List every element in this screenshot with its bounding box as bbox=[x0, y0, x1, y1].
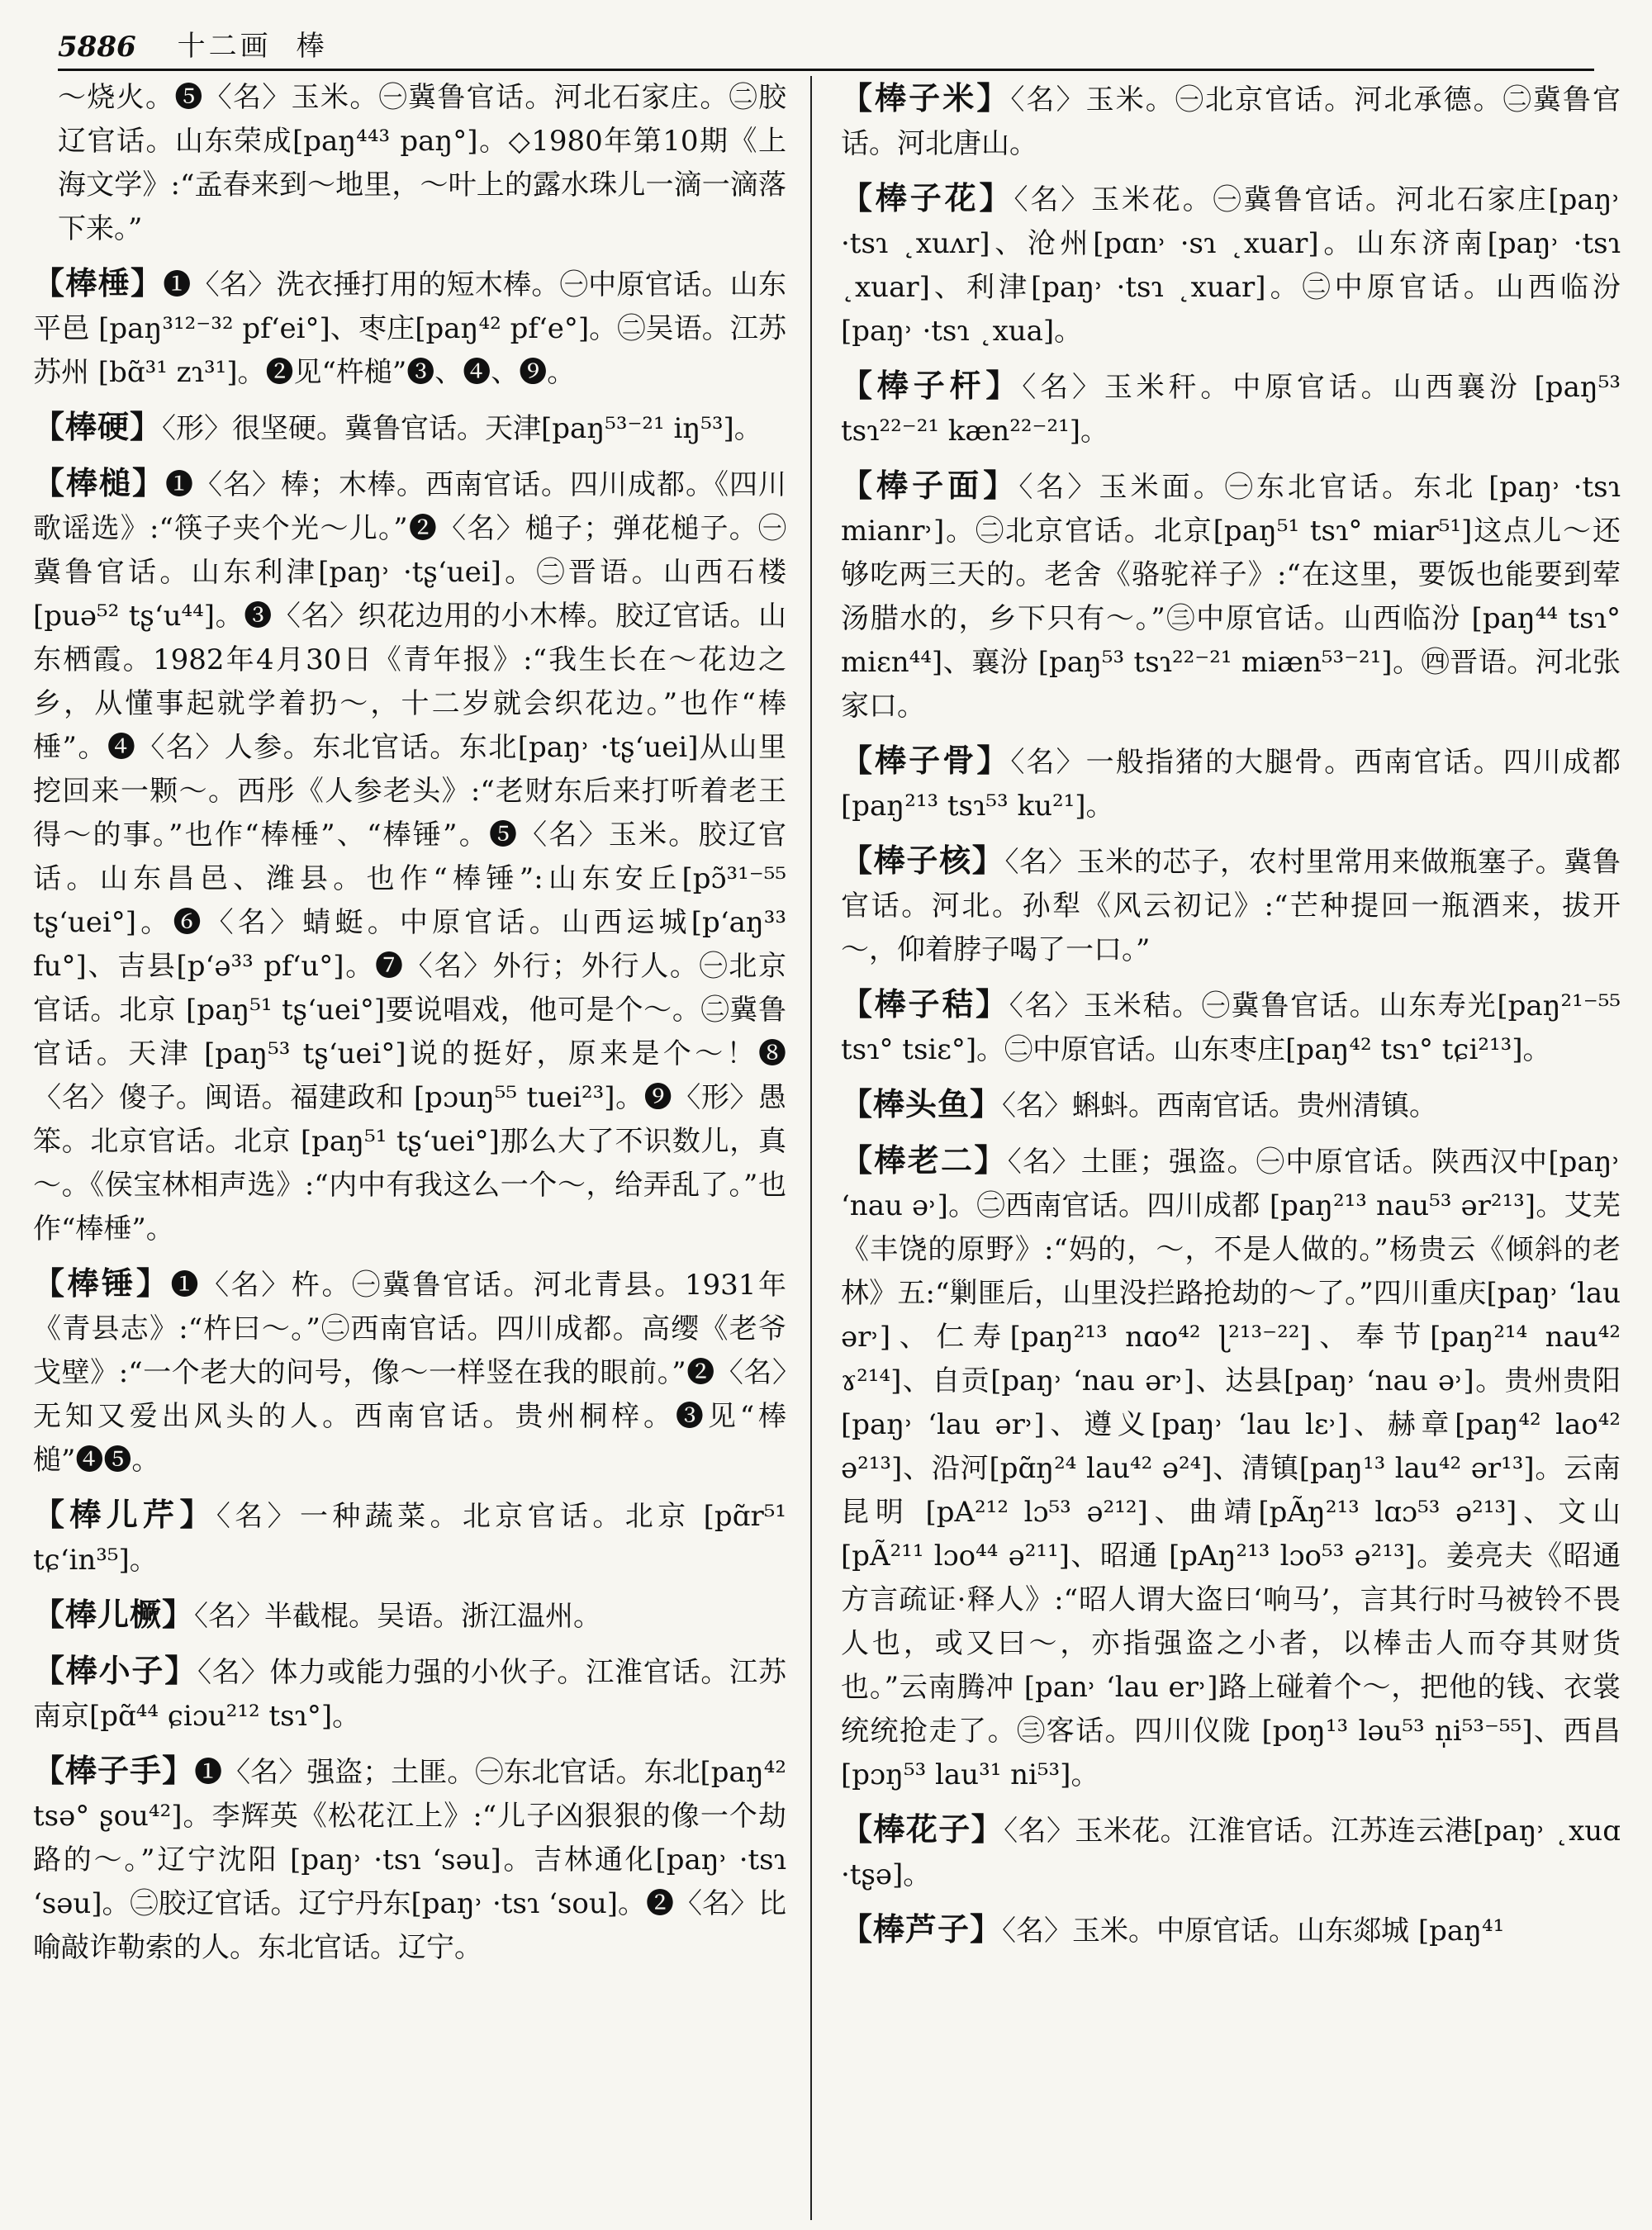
entry-headword: 【棒槌】 bbox=[33, 464, 165, 501]
head-character: 棒 bbox=[296, 30, 325, 63]
continued-entry-text: ～烧火。❺〈名〉玉米。㊀冀鲁官话。河北石家庄。㊁胶辽官话。山东荣成[paŋ⁴⁴³ paŋ°]。◇1980年第10期《上海文学》:“孟春来到～地里，～叶上的露水珠儿一滴一滴落下来。” bbox=[58, 81, 786, 245]
right-column bbox=[841, 76, 1621, 2220]
column-divider bbox=[810, 76, 812, 2220]
entry-headword: 【棒棰】 bbox=[33, 264, 164, 301]
entry-bangerqin bbox=[33, 1492, 786, 1582]
page-header bbox=[58, 17, 1594, 71]
entry-bangchui-mallet bbox=[33, 461, 786, 1251]
page-number: 5886 bbox=[58, 31, 136, 64]
entry-bangxiaozi bbox=[33, 1649, 786, 1739]
entry-definition: 〈名〉蝌蚪。西南官话。贵州清镇。 bbox=[1002, 1089, 1438, 1122]
entry-definition: 〈名〉体力或能力强的小伙子。江淮官话。江苏南京[pɑ̃⁴⁴ ɕiɔu²¹² tsɿ°]。 bbox=[33, 1656, 786, 1733]
entry-bangzigu bbox=[841, 738, 1621, 828]
entry-definition: 〈名〉玉米花。江淮官话。江苏连云港[paŋ˒ ˛xuɑ ·tʂə]。 bbox=[841, 1815, 1621, 1891]
entry-bangchui-pestle bbox=[33, 1261, 786, 1483]
entry-bangzimi bbox=[841, 76, 1621, 166]
entry-headword: 【棒子核】 bbox=[841, 842, 1005, 879]
entry-headword: 【棒小子】 bbox=[33, 1652, 197, 1689]
entry-definition: 〈名〉玉米秆。中原官话。山西襄汾 [paŋ⁵³ tsɿ²²⁻²¹ kæn²²⁻²¹]。 bbox=[841, 371, 1621, 448]
entry-headword: 【棒硬】 bbox=[33, 408, 163, 445]
entry-definition: 〈名〉玉米的芯子，农村里常用来做瓶塞子。冀鲁官话。河北。孙犁《风云初记》:“芒种提回一瓶酒来，拔开～，仰着脖子喝了一口。” bbox=[841, 846, 1621, 966]
entry-definition: 〈名〉玉米。㊀北京官话。河北承德。㊁冀鲁官话。河北唐山。 bbox=[841, 83, 1621, 160]
entry-headword: 【棒子杆】 bbox=[841, 367, 1023, 404]
entry-banglaoer bbox=[841, 1138, 1621, 1797]
left-column bbox=[33, 76, 786, 2220]
entry-bangerjue bbox=[33, 1592, 786, 1639]
entry-headword: 【棒儿芹】 bbox=[33, 1496, 216, 1533]
entry-definition: 〈名〉玉米花。㊀冀鲁官话。河北石家庄[paŋ˒ ·tsɿ ˛xuʌr]、沧州[pɑn˒ ·sɿ ˛xuar]。山东济南[paŋ˒ ·tsɿ ˛xuar]、利津[paŋ˒ ·tsɿ ˛xuar]。㊁中原官话。山西临汾 [paŋ˒ ·tsɿ ˛xua]。 bbox=[841, 183, 1621, 348]
entry-headword: 【棒子手】 bbox=[33, 1752, 195, 1789]
entry-definition: 〈名〉一般指猪的大腿骨。西南官话。四川成都[paŋ²¹³ tsɿ⁵³ ku²¹]。 bbox=[841, 746, 1621, 823]
entry-definition: 〈名〉玉米。中原官话。山东郯城 [paŋ⁴¹ bbox=[1002, 1914, 1505, 1948]
entry-bangying bbox=[33, 405, 786, 451]
entry-bangchui bbox=[33, 261, 786, 395]
entry-headword: 【棒子花】 bbox=[841, 179, 1014, 216]
entry-definition: 〈名〉半截棍。吴语。浙江温州。 bbox=[194, 1600, 602, 1633]
stroke-section-label: 十二画 bbox=[177, 30, 272, 63]
entry-headword: 【棒子面】 bbox=[841, 467, 1019, 504]
entry-definition: 〈名〉玉米面。㊀东北官话。东北 [paŋ˒ ·tsɿ mianr˒]。㊁北京官话。北京[paŋ⁵¹ tsɿ° miar⁵¹]这点儿～还够吃两三天的。老舍《骆驼祥子》:“在这里，要饭也能要到荤汤腊水的，乡下只有～。”㊂中原官话。山西临汾 [paŋ⁴⁴ tsɿ° miɛn⁴⁴]、襄汾 [paŋ⁵³ tsɿ²²⁻²¹ miæn⁵³⁻²¹]。㊃晋语。河北张家口。 bbox=[841, 471, 1621, 723]
entry-definition: ❶〈名〉洗衣捶打用的短木棒。㊀中原官话。山东平邑 [paŋ³¹²⁻³² pfʻei°]、枣庄[paŋ⁴² pfʻe°]。㊁吴语。江苏苏州 [bɑ̃³¹ zɿ³¹]。❷见“杵槌”❸、❹、❾。 bbox=[33, 268, 786, 389]
entry-definition: 〈名〉一种蔬菜。北京官话。北京 [pɑ̃r⁵¹ tɕʻin³⁵]。 bbox=[33, 1500, 786, 1577]
entry-bangzishou bbox=[33, 1748, 786, 1970]
entry-bangzimian bbox=[841, 463, 1621, 728]
entry-headword: 【棒芦子】 bbox=[841, 1910, 1003, 1948]
entry-headword: 【棒花子】 bbox=[841, 1810, 1004, 1848]
entry-definition: 〈名〉土匪；强盗。㊀中原官话。陕西汉中[paŋ˒ ʻnau ə˒]。㊁西南官话。四川成都 [paŋ²¹³ nau⁵³ ər²¹³]。艾芜《丰饶的原野》:“妈的，～，不是人做的。”杨贵云《倾斜的老林》五:“剿匪后，山里没拦路抢劫的～了。”四川重庆[paŋ˒ ʻlau ər˒]、仁寿[paŋ²¹³ nɑo⁴² ɭ²¹³⁻²²]、奉节[paŋ²¹⁴ nau⁴² ɤ²¹⁴]、自贡[paŋ˒ ʻnau ər˒]、达县[paŋ˒ ʻnau ə˒]。贵州贵阳 [paŋ˒ ʻlau ər˒]、遵义[paŋ˒ ʻlau lɛ˒]、赫章[paŋ⁴² lao⁴² ə²¹³]、沿河[pɑ̃ŋ²⁴ lau⁴² ə²⁴]、清镇[paŋ¹³ lau⁴² ər¹³]。云南昆明 [pA²¹² lɔ⁵³ ə²¹²]、曲靖[pÃŋ²¹³ lɑɔ⁵³ ə²¹³]、文山 [pÃ²¹¹ lɔo⁴⁴ ə²¹¹]、昭通 [pAŋ²¹³ lɔo⁵³ ə²¹³]。姜亮夫《昭通方言疏证·释人》:“昭人谓大盗曰‘响马’，言其行时马被铃不畏人也，或又曰～，亦指强盗之小者，以棒击人而夺其财货也。”云南腾冲 [pan˒ ʻlau er˒]路上碰着个～，把他的钱、衣裳统统抢走了。㊂客话。四川仪陇 [poŋ¹³ ləu⁵³ n̩i⁵³⁻⁵⁵]、西昌 [pɔŋ⁵³ lau³¹ ni⁵³]。 bbox=[841, 1146, 1621, 1791]
entry-bangzihe bbox=[841, 838, 1621, 972]
entry-headword: 【棒锤】 bbox=[33, 1264, 171, 1302]
entry-banglu bbox=[841, 1907, 1621, 1953]
entry-bangzijie bbox=[841, 982, 1621, 1072]
entry-banghuazi bbox=[841, 1807, 1621, 1897]
entry-definition: ❶〈名〉棒；木棒。西南官话。四川成都。《四川歌谣选》:“筷子夹个光～儿。”❷〈名〉槌子；弹花槌子。㊀冀鲁官话。山东利津[paŋ˒ ·tʂʻuei]。㊁晋语。山西石楼 [puə⁵² tʂʻu⁴⁴]。❸〈名〉织花边用的小木棒。胶辽官话。山东栖霞。1982年4月30日《青年报》:“我生长在～花边之乡，从懂事起就学着扔～，十二岁就会织花边。”也作“棒棰”。❹〈名〉人参。东北官话。东北[paŋ˒ ·tʂʻuei]从山里挖回来一颗～。西彤《人参老头》:“老财东后来打听着老王得～的事。”也作“棒棰”、“棒锤”。❺〈名〉玉米。胶辽官话。山东昌邑、潍县。也作“棒锤”:山东安丘[pɔ̃³¹⁻⁵⁵ tʂʻuei°]。❻〈名〉蜻蜓。中原官话。山西运城[pʻaŋ³³ fu°]、吉县[pʻə³³ pfʻu°]。❼〈名〉外行；外行人。㊀北京官话。北京 [paŋ⁵¹ tʂʻuei°]要说唱戏，他可是个～。㊁冀鲁官话。天津 [paŋ⁵³ tʂʻuei°]说的挺好，原来是个～！❽〈名〉傻子。闽语。福建政和 [pɔuŋ⁵⁵ tuei²³]。❾〈形〉愚笨。北京官话。北京 [paŋ⁵¹ tʂʻuei°]那么大了不识数儿，真～。《侯宝林相声选》:“内中有我这么一个～，给弄乱了。”也作“棒棰”。 bbox=[33, 468, 786, 1245]
entry-definition: ❶〈名〉杵。㊀冀鲁官话。河北青县。1931年《青县志》:“杵曰～。”㊁西南官话。四川成都。高缨《老爷戈壁》:“一个老大的问号，像～一样竖在我的眼前。”❷〈名〉无知又爱出风头的人。西南官话。贵州桐梓。❸见“棒槌”❹❺。 bbox=[33, 1269, 786, 1477]
entry-headword: 【棒子骨】 bbox=[841, 742, 1011, 779]
entry-bangzigan bbox=[841, 363, 1621, 453]
entry-headword: 【棒子秸】 bbox=[841, 985, 1009, 1022]
entry-definition: ❶〈名〉强盗；土匪。㊀东北官话。东北[paŋ⁴² tsə° ʂou⁴²]。李辉英《松花江上》:“儿子凶狠狠的像一个劫路的～。”辽宁沈阳 [paŋ˒ ·tsɿ ʻsəu]。吉林通化[paŋ˒ ·tsɿ ʻsəu]。㊁胶辽官话。辽宁丹东[paŋ˒ ·tsɿ ʻsou]。❷〈名〉比喻敲诈勒索的人。东北官话。辽宁。 bbox=[33, 1756, 786, 1964]
entry-headword: 【棒老二】 bbox=[841, 1141, 1008, 1179]
entry-headword: 【棒儿橛】 bbox=[33, 1596, 195, 1633]
entry-headword: 【棒头鱼】 bbox=[841, 1085, 1003, 1122]
entry-headword: 【棒子米】 bbox=[841, 79, 1011, 116]
entry-bangzihua bbox=[841, 176, 1621, 353]
entry-bangtouyu bbox=[841, 1082, 1621, 1128]
entry-definition: 〈形〉很坚硬。冀鲁官话。天津[paŋ⁵³⁻²¹ iŋ⁵³]。 bbox=[162, 412, 762, 445]
entry-definition: 〈名〉玉米秸。㊀冀鲁官话。山东寿光[paŋ²¹⁻⁵⁵ tsɿ° tsiɛ°]。㊁中原官话。山东枣庄[paŋ⁴² tsɿ° tɕi²¹³]。 bbox=[841, 989, 1621, 1066]
